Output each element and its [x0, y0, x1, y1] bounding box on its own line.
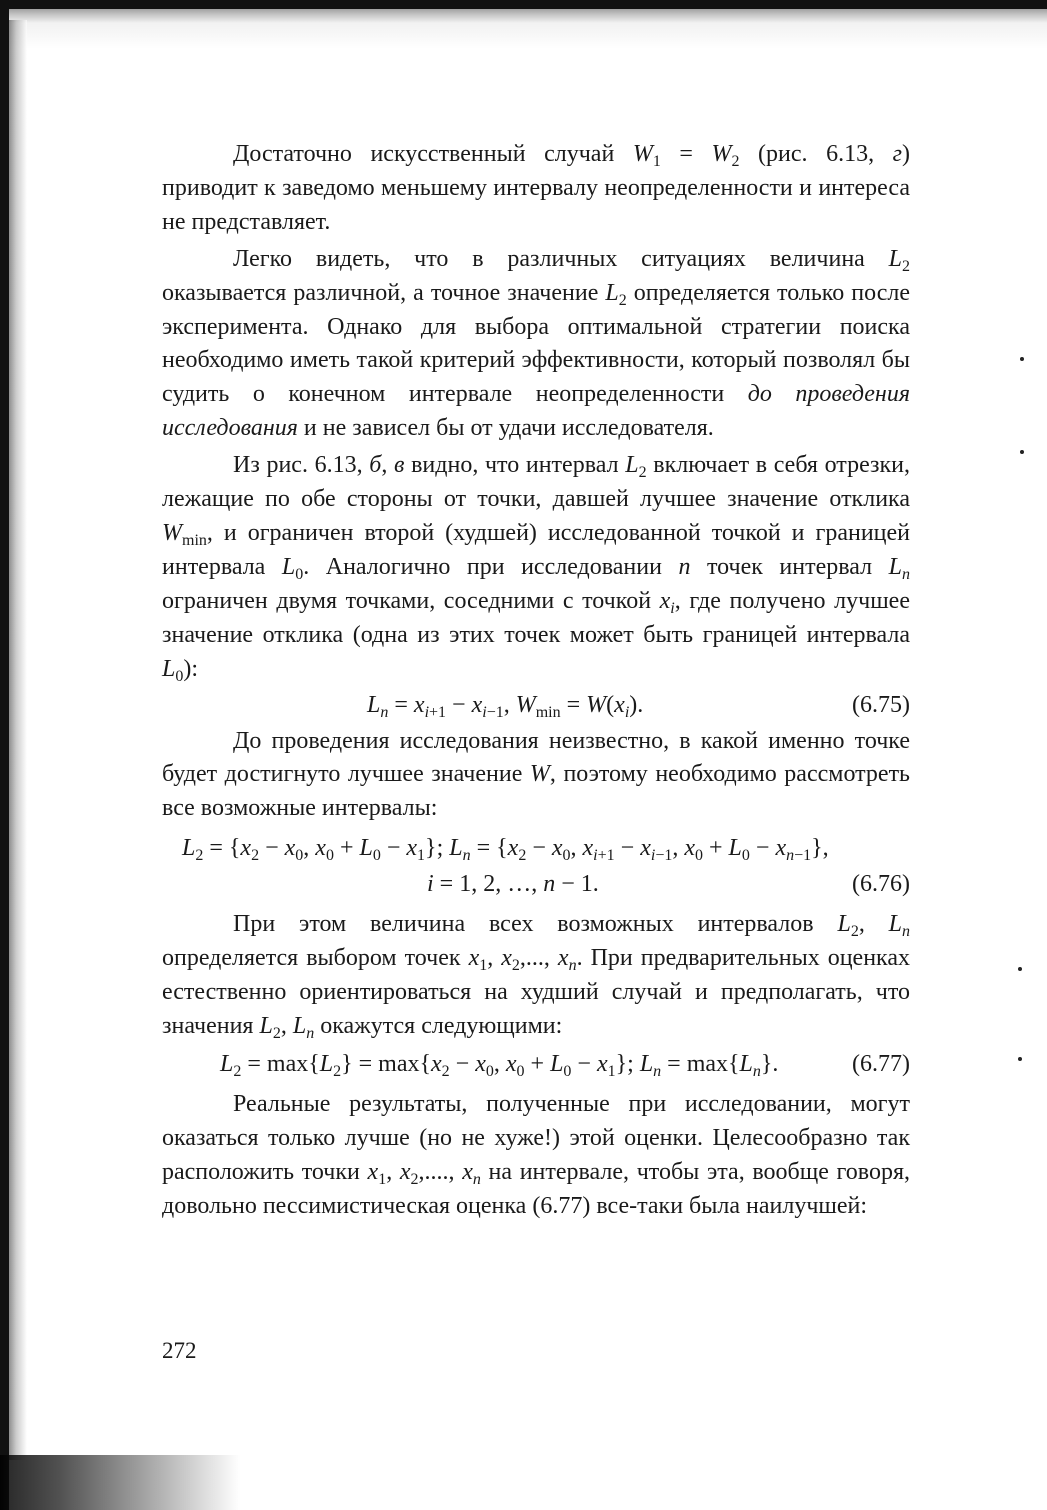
equation-body: $L_2 = \max\{L_2\} = \max\{x_2 - x_0$, $x_0 + L_0 - x_1$}; $L_n = \max\{L_n\}$.: [220, 1050, 779, 1080]
scan-border-top: [0, 0, 1047, 9]
scan-speck: [1018, 1057, 1022, 1061]
scan-speck: [1020, 450, 1024, 454]
scan-shadow-left: [9, 20, 27, 1460]
scan-shadow-top: [0, 9, 1047, 49]
equation-number: (6.77): [852, 1050, 910, 1077]
equation-6-77: [162, 1048, 910, 1082]
paragraph-2: Легко видеть, что в различных ситуациях величина $L_2$ оказывается различной, а точное значение $L_2$ определяется только после эксперимента. Однако для выбора оптимальной стратегии поиска необходимо иметь такой критерий эффективности, который позволял бы судить о конечном интервале неопределенности до проведения исследования и не зависел бы от удачи исследователя.: [162, 245, 911, 442]
scan-border-left: [0, 0, 9, 1510]
scan-speck: [1018, 967, 1022, 971]
equation-6-76-line1: [162, 832, 910, 866]
equation-body: $L_n = x_{i+1} - x_{i-1}$, $W_{min} = W(x_i)$.: [367, 691, 644, 721]
page-number: 272: [162, 1338, 197, 1363]
paragraph-3: Из рис. 6.13, б, в видно, что интервал $L_2$ включает в себя отрезки, лежащие по обе стороны от точки, давшей лучшее значение отклика $W_{min}$, и ограничен второй (худшей) исследованной точкой и границей интервала $L_0$. Аналогично при исследовании n точек интервал $L_n$ ограничен двумя точками, соседними с точкой $x_i$, где получено лучшее значение отклика (одна из этих точек может быть границей интервала $L_0$):: [162, 452, 911, 685]
page-body: [162, 138, 910, 1223]
paragraph-6: Реальные результаты, полученные при исследовании, могут оказаться только лучше (но не хуже!) этой оценки. Целесообразно так расположить точки $x_1$, $x_2$,...., $x_n$ на интервале, чтобы эта, вообще говоря, довольно пессимистическая оценка (6.77) все-таки была наилучшей:: [162, 1090, 910, 1219]
equation-number: (6.75): [852, 691, 910, 718]
paragraph-4: До проведения исследования неизвестно, в какой именно точке будет достигнуто лучшее значение W, поэтому необходимо рассмотреть все возможные интервалы:: [162, 727, 910, 822]
scan-speck: [1020, 357, 1024, 361]
emphasis-text: до проведения исследования: [162, 381, 910, 442]
scan-shadow-bottom: [0, 1455, 240, 1510]
equation-6-76-line2: [162, 868, 910, 902]
equation-6-75: [162, 689, 910, 723]
equation-body: $L_2 = \{x_2 - x_0$, $x_0 + L_0 - x_1$}; $L_n = \{x_2 - x_0$, $x_{i+1} - x_{i-1}$, $x_0 + L_0 - x_{n-1}$},: [182, 835, 829, 865]
paragraph-1: Достаточно искусственный случай $W_1 = W_2$ (рис. 6.13, г) приводит к заведомо меньшему интервалу неопределенности и интереса не представляет.: [162, 141, 910, 235]
equation-body: i = 1, 2, …, n − 1.: [427, 871, 599, 898]
paragraph-5: При этом величина всех возможных интервалов $L_2$, $L_n$ определяется выбором точек $x_1$, $x_2$,..., $x_n$. При предварительных оценках естественно ориентироваться на худший случай и предполагать, что значения $L_2$, $L_n$ окажутся следующими:: [162, 911, 911, 1042]
equation-number: (6.76): [852, 871, 910, 898]
